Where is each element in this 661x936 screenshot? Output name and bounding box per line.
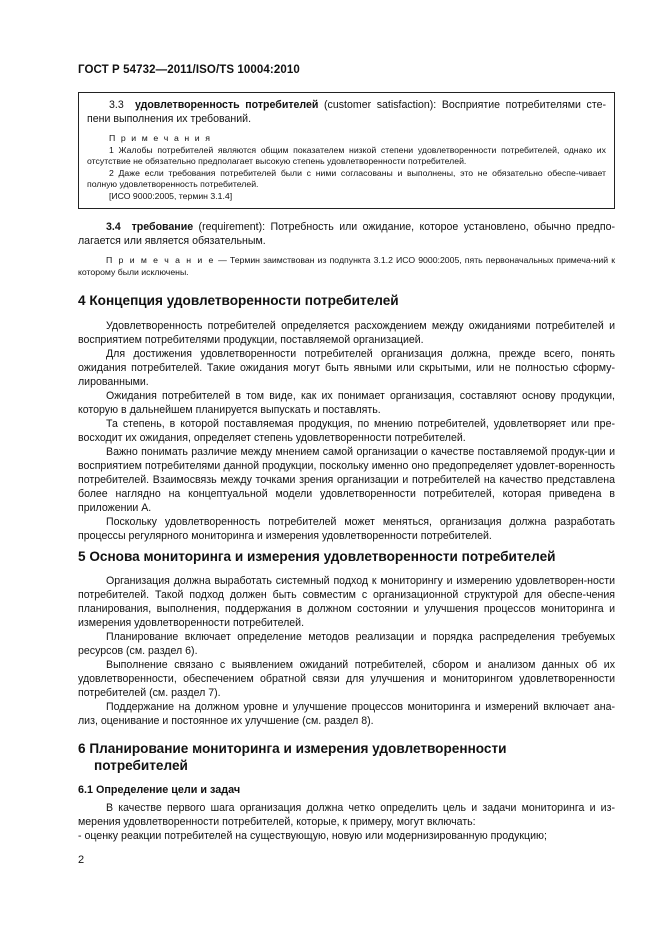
note-2: 2 Даже если требования потребителей были с ними согласованы и выполнены, это не обязательно обеспе-чивает полную удовлетворенность потребителей.: [87, 167, 606, 190]
term-title: удовлетворенность потребителей: [134, 99, 319, 111]
reference: [ИСО 9000:2005, термин 3.1.4]: [109, 190, 233, 201]
section-6-title-line-2: потребителей: [94, 758, 188, 773]
paragraph: Для достижения удовлетворенности потребителей организация должна, прежде всего, понять ожидания потребителей. Такие ожидания могут быть явными или скрытыми, или не полностью сформу-лированными.: [78, 348, 615, 388]
section-6: [78, 740, 615, 843]
paragraph: Поскольку удовлетворенность потребителей может меняться, организация должна разработать процессы регулярного мониторинга и измерения удовлетворенности потребителей.: [78, 516, 615, 542]
section-5: [78, 548, 615, 728]
term-3-4-title: требование: [131, 221, 194, 233]
section-4: [78, 292, 615, 543]
note-text: — Термин заимствован из подпункта 3.1.2 ИСО 9000:2005, пять первоначальных примеча-ний к которому были исключены.: [78, 255, 615, 277]
note-1: 1 Жалобы потребителей являются общим показателем низкой степени удовлетворенности потребителей, однако их отсутствие не обязательно предполагает высокую степень удовлетворенности потребителей.: [87, 144, 606, 167]
paragraph: Планирование включает определение методов реализации и порядка распределения требуемых ресурсов (см. раздел 6).: [78, 631, 615, 657]
document-header: ГОСТ Р 54732—2011/ISO/TS 10004:2010: [78, 64, 300, 76]
subsection-6-1-title: 6.1 Определение цели и задач: [78, 784, 241, 796]
term-3-4-text: (requirement): Потребность или ожидание, которое установлено, обычно предпо-лагается или является обязательным.: [78, 221, 616, 247]
term-3-4: [78, 220, 615, 278]
section-6-title-line-1: 6 Планирование мониторинга и измерения удовлетворенности: [78, 741, 507, 756]
paragraph: Организация должна выработать системный подход к мониторингу и измерению удовлетворен-ности потребителей. Такой подход должен быть совместим с организационной структурой для обеспе-чения планирования, выполнения, поддержания в должном состоянии и улучшения процессов мониторинга и измерения удовлетворенности потребителей.: [78, 575, 615, 629]
paragraph: Важно понимать различие между мнением самой организации о качестве поставляемой продук-ции и восприятием потребителями данной продукции, поскольку именно оно предопределяет удовлет-воренность потребителей. Взаимосвязь между точками зрения организации и потребителей на качество представлена более наглядно на концептуальной модели удовлетворенности потребителей, которая приведена в приложении А.: [78, 446, 615, 514]
paragraph: Поддержание на должном уровне и улучшение процессов мониторинга и измерений включает ана-лиз, оценивание и постоянное их улучшение (см. раздел 8).: [78, 701, 615, 727]
note-label: П р и м е ч а н и е: [106, 255, 215, 265]
list-item: - оценку реакции потребителей на существующую, новую или модернизированную продукцию;: [78, 830, 547, 842]
paragraph: Выполнение связано с выявлением ожиданий потребителей, сбором и анализом данных об их удовлетворенности, обеспечением обратной связи для улучшения и мониторингом удовлетворенности потребителей (см. раздел 7).: [78, 659, 615, 699]
paragraph: Та степень, в которой поставляемая продукция, по мнению потребителей, удовлетворяет или пре-восходит их ожидания, определяет степень удовлетворенности потребителей.: [78, 418, 615, 444]
term-definition: (customer satisfaction): Восприятие потребителями сте-пени выполнения их требований.: [87, 99, 606, 125]
term-3-4-number: 3.4: [106, 221, 121, 233]
section-5-title: 5 Основа мониторинга и измерения удовлетворенности потребителей: [78, 549, 556, 564]
term-3-3-definition: [87, 98, 606, 126]
page-number: 2: [78, 854, 85, 866]
notes-title: П р и м е ч а н и я: [109, 133, 212, 143]
term-number: 3.3: [109, 99, 124, 111]
paragraph: Удовлетворенность потребителей определяется расхождением между ожиданиями потребителей и восприятием потребителями продукции, поставляемой организацией.: [78, 320, 615, 346]
term-3-4-definition: [78, 220, 615, 248]
term-3-3-box: [78, 92, 615, 209]
paragraph: Ожидания потребителей в том виде, как их понимает организация, составляют основу продукции, которую в дальнейшем планируется выпускать и поставлять.: [78, 390, 615, 416]
term-3-4-note: [78, 255, 615, 278]
paragraph: В качестве первого шага организация должна четко определить цель и задачи мониторинга и из-мерения удовлетворенности потребителей, которые, к примеру, могут включать:: [78, 802, 615, 828]
section-4-title: 4 Концепция удовлетворенности потребителей: [78, 293, 399, 308]
